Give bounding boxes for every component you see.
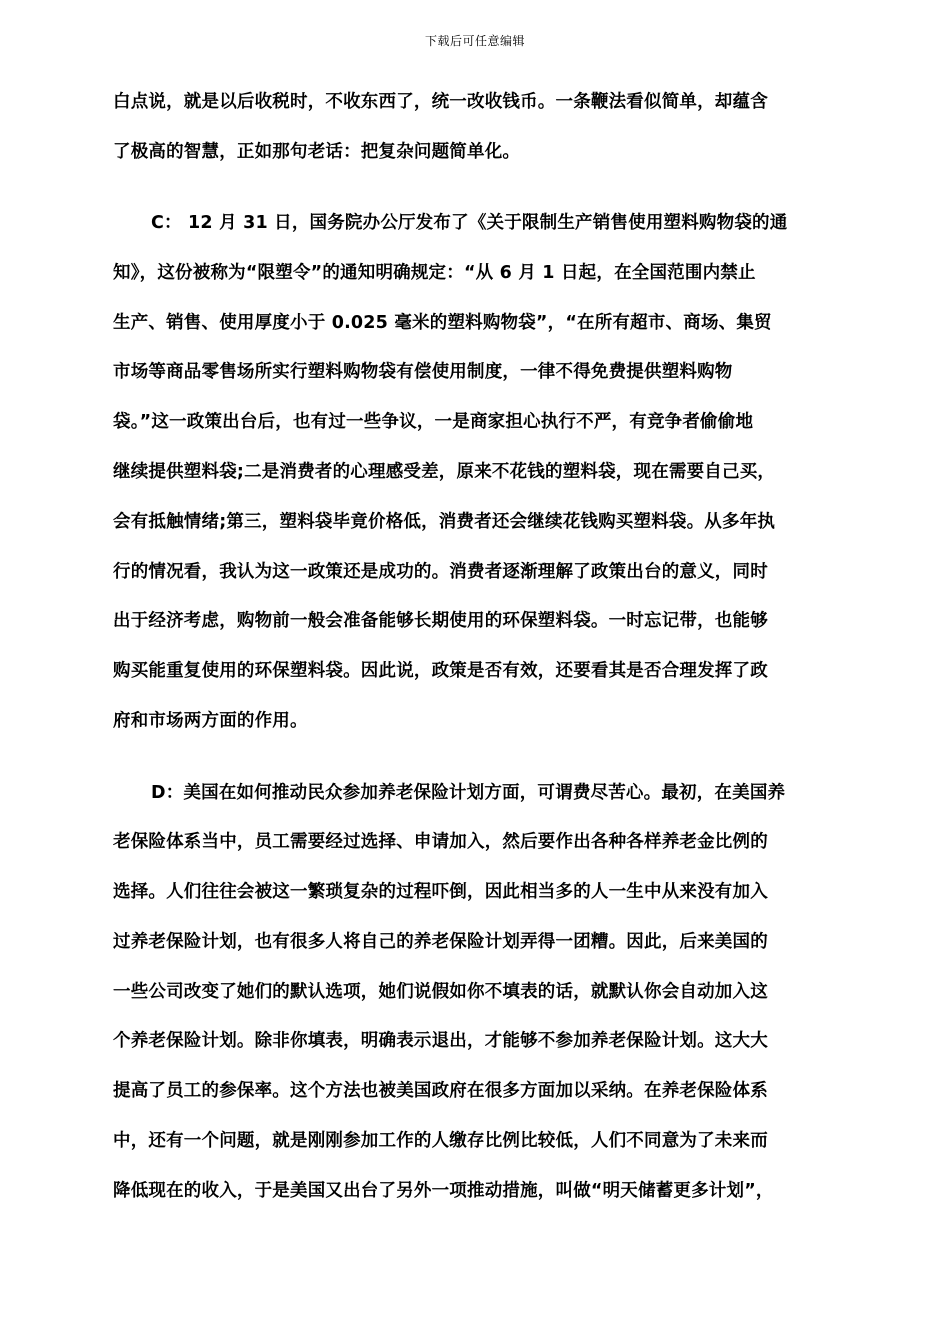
paragraph-d-line-4: 过养老保险计划，也有很多人将自己的养老保险计划弄得一团糟。因此，后来美国的 <box>113 932 768 952</box>
paragraph-c-line-4: 市场等商品零售场所实行塑料购物袋有偿使用制度，一律不得免费提供塑料购物 <box>113 362 733 382</box>
page-header: 下载后可任意编辑 <box>424 34 525 48</box>
paragraph-d-line-8: 中，还有一个问题，就是刚刚参加工作的人缴存比例比较低，人们不同意为了未来而 <box>113 1131 768 1151</box>
paragraph-c-line-5: 袋。”这一政策出台后，也有过一些争议，一是商家担心执行不严，有竞争者偷偷地 <box>113 412 754 432</box>
paragraph-d-line-5: 一些公司改变了她们的默认选项，她们说假如你不填表的话，就默认你会自动加入这 <box>113 982 768 1002</box>
paragraph-c-line-6: 继续提供塑料袋;二是消费者的心理感受差，原来不花钱的塑料袋，现在需要自己买， <box>113 462 776 482</box>
paragraph-c-line-11: 府和市场两方面的作用。 <box>113 711 308 731</box>
paragraph-d-line-6: 个养老保险计划。除非你填表，明确表示退出，才能够不参加养老保险计划。这大大 <box>113 1031 768 1051</box>
paragraph-c-line-9: 出于经济考虑，购物前一般会准备能够长期使用的环保塑料袋。一时忘记带，也能够 <box>113 611 768 631</box>
paragraph-d-line-2: 老保险体系当中，员工需要经过选择、申请加入，然后要作出各种各样养老金比例的 <box>113 832 768 852</box>
paragraph-c-line-3: 生产、销售、使用厚度小于 0.025 毫米的塑料购物袋”，“在所有超市、商场、集贸 <box>113 313 772 333</box>
paragraph-c-line-8: 行的情况看，我认为这一政策还是成功的。消费者逐渐理解了政策出台的意义，同时 <box>113 562 768 582</box>
paragraph-d-line-9: 降低现在的收入，于是美国又出台了另外一项推动措施，叫做“明天储蓄更多计划”， <box>113 1181 774 1201</box>
paragraph-d-line-7: 提高了员工的参保率。这个方法也被美国政府在很多方面加以采纳。在养老保险体系 <box>113 1081 768 1101</box>
paragraph-c-line-1: C： 12 月 31 日，国务院办公厅发布了《关于限制生产销售使用塑料购物袋的通 <box>151 213 788 233</box>
paragraph-c-line-10: 购买能重复使用的环保塑料袋。因此说，政策是否有效，还要看其是否合理发挥了政 <box>113 661 768 681</box>
paragraph-c-line-2: 知》，这份被称为“限塑令”的通知明确规定：“从 6 月 1 日起，在全国范围内禁止 <box>113 263 756 283</box>
paragraph-d-line-3: 选择。人们往往会被这一繁琐复杂的过程吓倒，因此相当多的人一生中从来没有加入 <box>113 882 768 902</box>
paragraph-1-line-2: 了极高的智慧，正如那句老话：把复杂问题简单化。 <box>113 142 521 162</box>
paragraph-c-line-7: 会有抵触情绪;第三，塑料袋毕竟价格低，消费者还会继续花钱购买塑料袋。从多年执 <box>113 512 776 532</box>
paragraph-1-line-1: 白点说，就是以后收税时，不收东西了，统一改收钱币。一条鞭法看似简单，却蕴含 <box>113 92 768 112</box>
paragraph-d-line-1: D：美国在如何推动民众参加养老保险计划方面，可谓费尽苦心。最初，在美国养 <box>151 783 786 803</box>
